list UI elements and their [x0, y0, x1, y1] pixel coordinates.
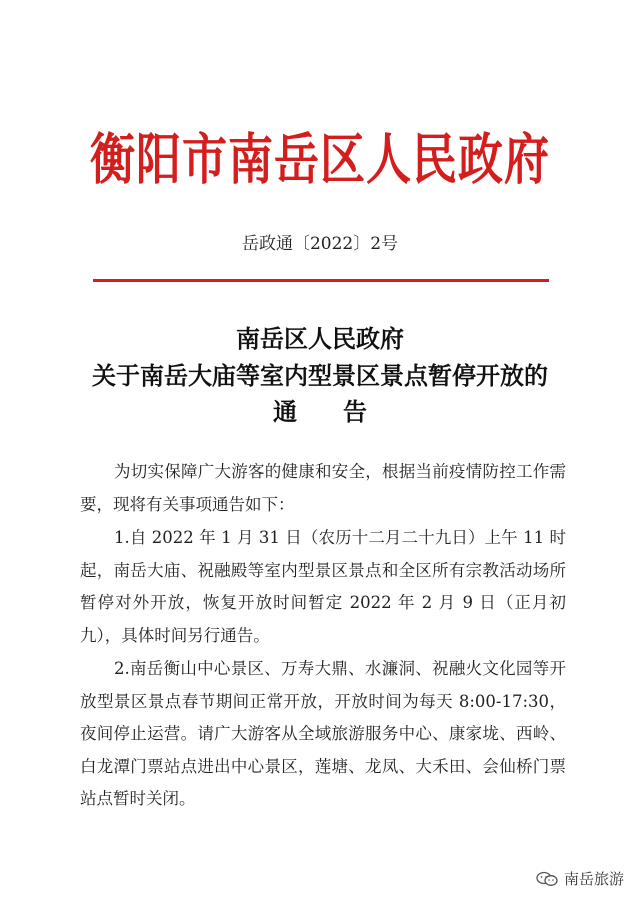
red-divider-line — [93, 279, 549, 282]
title-char-gao: 告 — [343, 397, 367, 426]
title-line-1: 南岳区人民政府 — [236, 324, 404, 353]
wechat-icon — [536, 871, 558, 887]
paragraph-text: 1.自 2022 年 1 月 31 日（农历十二月二十九日）上午 11 时起，南岳大庙、祝融殿等室内型景区景点和全区所有宗教活动场所暂停对外开放，恢复开放时间暂定 2022 年 2 月 9 日（正月初九），具体时间另行通告。 — [80, 528, 566, 645]
source-watermark — [536, 868, 624, 889]
body-paragraph-2 — [80, 522, 566, 652]
body-paragraph-3 — [80, 653, 566, 816]
title-char-tong: 通 — [273, 397, 297, 426]
document-number: 岳政通〔2022〕2号 — [241, 234, 399, 254]
paragraph-text: 2.南岳衡山中心景区、万寿大鼎、水濂洞、祝融火文化园等开放型景区景点春节期间正常开放，开放时间为每天 8:00-17:30，夜间停止运营。请广大游客从全域旅游服务中心、康家垅、西岭、白龙潭门票站点进出中心景区，莲塘、龙凤、大禾田、会仙桥门票站点暂时关闭。 — [80, 659, 566, 808]
title-line-3 — [0, 398, 640, 426]
issuing-authority-header: 衡阳市南岳区人民政府 — [89, 127, 550, 192]
title-line-2: 关于南岳大庙等室内型景区景点暂停开放的 — [92, 361, 548, 390]
watermark-text: 南岳旅游 — [563, 870, 624, 888]
body-paragraph-1 — [80, 456, 566, 521]
paragraph-text: 为切实保障广大游客的健康和安全，根据当前疫情防控工作需要，现将有关事项通告如下： — [80, 462, 566, 514]
